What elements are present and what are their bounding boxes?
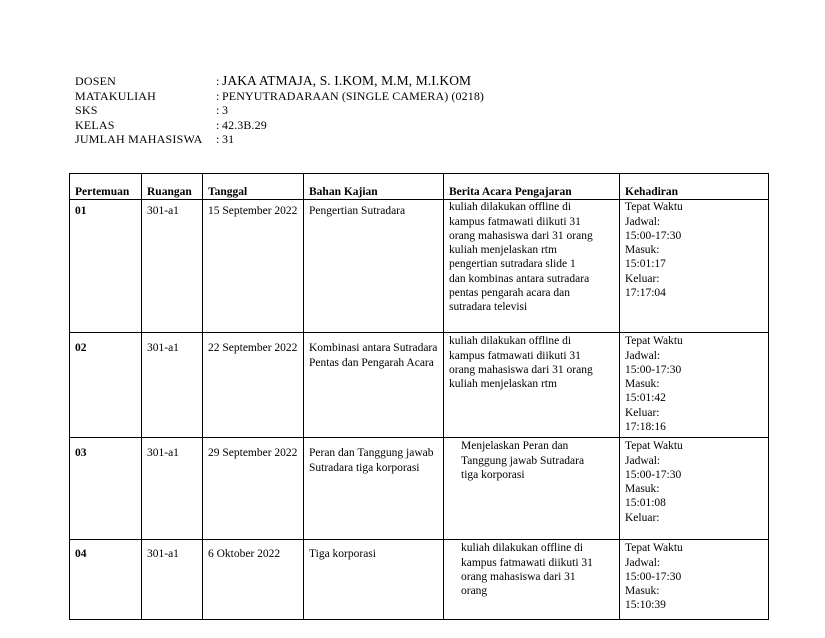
column-header-ruangan: Ruangan (142, 174, 203, 200)
berita-line: kuliah dilakukan offline di (449, 201, 572, 214)
tanggal-text: 15 September 2022 (208, 205, 298, 218)
attendance-table (69, 173, 769, 620)
course-info-header (75, 74, 484, 147)
cell-pertemuan: 01 (70, 200, 142, 333)
cell-tanggal (203, 540, 304, 620)
info-label: MATAKULIAH (75, 88, 157, 103)
cell-tanggal (203, 438, 304, 540)
kehadiran-line: Tepat Waktu (625, 201, 683, 214)
berita-line: kuliah menjelaskan rtm (449, 378, 557, 391)
table-row (70, 333, 769, 438)
kehadiran-line: Keluar: (625, 272, 660, 285)
kehadiran-line: Jadwal: (625, 556, 661, 569)
info-label: SKS (75, 103, 98, 118)
kehadiran-line: Masuk: (625, 378, 660, 391)
kehadiran-line: 15:00-17:30 (625, 468, 682, 481)
info-row-matakuliah (75, 89, 484, 104)
cell-berita-acara (444, 200, 620, 333)
bahan-text: Kombinasi antara Sutradara Pentas dan Pengarah Acara (309, 342, 438, 369)
kehadiran-line: Keluar: (625, 511, 660, 524)
cell-berita-acara (444, 333, 620, 438)
info-row-kelas (75, 118, 484, 133)
berita-line: kampus fatmawati diikuti 31 (449, 349, 581, 362)
table-header-row (70, 174, 769, 200)
berita-line: kampus fatmawati diikuti 31 (461, 556, 593, 569)
tanggal-text: 6 Oktober 2022 (208, 548, 281, 561)
info-value-jumlah-mahasiswa: 31 (222, 132, 235, 147)
berita-line: pentas pengarah acara dan (449, 287, 570, 300)
info-row-sks (75, 103, 484, 118)
cell-ruangan: 301-a1 (142, 200, 203, 333)
bahan-text: Peran dan Tanggung jawab Sutradara tiga korporasi (309, 447, 434, 474)
kehadiran-line: Masuk: (625, 585, 660, 598)
kehadiran-line: Tepat Waktu (625, 440, 683, 453)
cell-pertemuan: 03 (70, 438, 142, 540)
cell-tanggal (203, 200, 304, 333)
info-value-dosen: JAKA ATMAJA, S. I.KOM, M.M, M.I.KOM (222, 73, 472, 88)
cell-pertemuan: 04 (70, 540, 142, 620)
berita-line: kuliah dilakukan offline di (461, 542, 584, 555)
berita-line: dan kombinas antara sutradara (449, 272, 590, 285)
cell-berita-acara (444, 438, 620, 540)
kehadiran-line: 15:00-17:30 (625, 570, 682, 583)
info-label: KELAS (75, 117, 115, 132)
kehadiran-line: 17:17:04 (625, 287, 666, 300)
berita-line: kampus fatmawati diikuti 31 (449, 215, 581, 228)
column-header-pertemuan: Pertemuan (70, 174, 142, 200)
cell-kehadiran (620, 438, 769, 540)
kehadiran-line: Jadwal: (625, 349, 661, 362)
bahan-text: Tiga korporasi (309, 548, 376, 561)
berita-line: kuliah menjelaskan rtm (449, 244, 557, 257)
tanggal-text: 22 September 2022 (208, 342, 298, 355)
info-colon: : (216, 74, 220, 88)
column-header-kehadiran: Kehadiran (620, 174, 769, 200)
info-colon: : (216, 132, 220, 147)
kehadiran-line: 15:00-17:30 (625, 363, 682, 376)
berita-line: kuliah dilakukan offline di (449, 335, 572, 348)
info-colon: : (216, 88, 220, 103)
kehadiran-line: 17:18:16 (625, 421, 666, 434)
cell-ruangan: 301-a1 (142, 333, 203, 438)
kehadiran-line: Keluar: (625, 406, 660, 419)
info-row-dosen (75, 74, 484, 89)
column-header-tanggal: Tanggal (203, 174, 304, 200)
berita-line: orang (461, 585, 488, 598)
tanggal-text: 29 September 2022 (208, 447, 298, 460)
berita-line: Menjelaskan Peran dan (461, 440, 569, 453)
kehadiran-line: Jadwal: (625, 454, 661, 467)
cell-bahan-kajian (304, 438, 444, 540)
berita-line: orang mahasiswa dari 31 orang (449, 363, 593, 376)
info-row-jumlah-mahasiswa (75, 132, 484, 147)
kehadiran-line: 15:00-17:30 (625, 229, 682, 242)
cell-berita-acara (444, 540, 620, 620)
info-value-sks: 3 (222, 103, 229, 118)
table-row (70, 540, 769, 620)
kehadiran-line: Jadwal: (625, 215, 661, 228)
cell-kehadiran (620, 333, 769, 438)
info-colon: : (216, 117, 220, 132)
berita-line: pengertian sutradara slide 1 (449, 258, 576, 271)
berita-line: Tanggung jawab Sutradara (461, 454, 585, 467)
table-row (70, 438, 769, 540)
bahan-text: Pengertian Sutradara (309, 205, 406, 218)
kehadiran-line: Masuk: (625, 483, 660, 496)
cell-ruangan: 301-a1 (142, 540, 203, 620)
cell-bahan-kajian (304, 200, 444, 333)
cell-pertemuan: 02 (70, 333, 142, 438)
info-colon: : (216, 103, 220, 118)
info-value-kelas: 42.3B.29 (222, 117, 267, 132)
kehadiran-line: 15:01:42 (625, 392, 666, 405)
cell-tanggal (203, 333, 304, 438)
berita-line: orang mahasiswa dari 31 orang (449, 229, 593, 242)
table-row (70, 200, 769, 333)
berita-line: orang mahasiswa dari 31 (461, 570, 576, 583)
berita-line: sutradara televisi (449, 301, 528, 314)
kehadiran-line: Tepat Waktu (625, 335, 683, 348)
cell-bahan-kajian (304, 540, 444, 620)
cell-kehadiran (620, 540, 769, 620)
kehadiran-line: 15:01:17 (625, 258, 666, 271)
column-header-bahan-kajian: Bahan Kajian (304, 174, 444, 200)
kehadiran-line: 15:01:08 (625, 497, 666, 510)
cell-kehadiran (620, 200, 769, 333)
berita-line: tiga korporasi (461, 468, 525, 481)
info-label: DOSEN (75, 74, 117, 88)
kehadiran-line: 15:10:39 (625, 599, 666, 612)
info-value-matakuliah: PENYUTRADARAAN (SINGLE CAMERA) (0218) (222, 88, 485, 103)
kehadiran-line: Masuk: (625, 244, 660, 257)
info-label: JUMLAH MAHASISWA (75, 132, 203, 147)
cell-bahan-kajian (304, 333, 444, 438)
column-header-berita-acara: Berita Acara Pengajaran (444, 174, 620, 200)
cell-ruangan: 301-a1 (142, 438, 203, 540)
kehadiran-line: Tepat Waktu (625, 542, 683, 555)
